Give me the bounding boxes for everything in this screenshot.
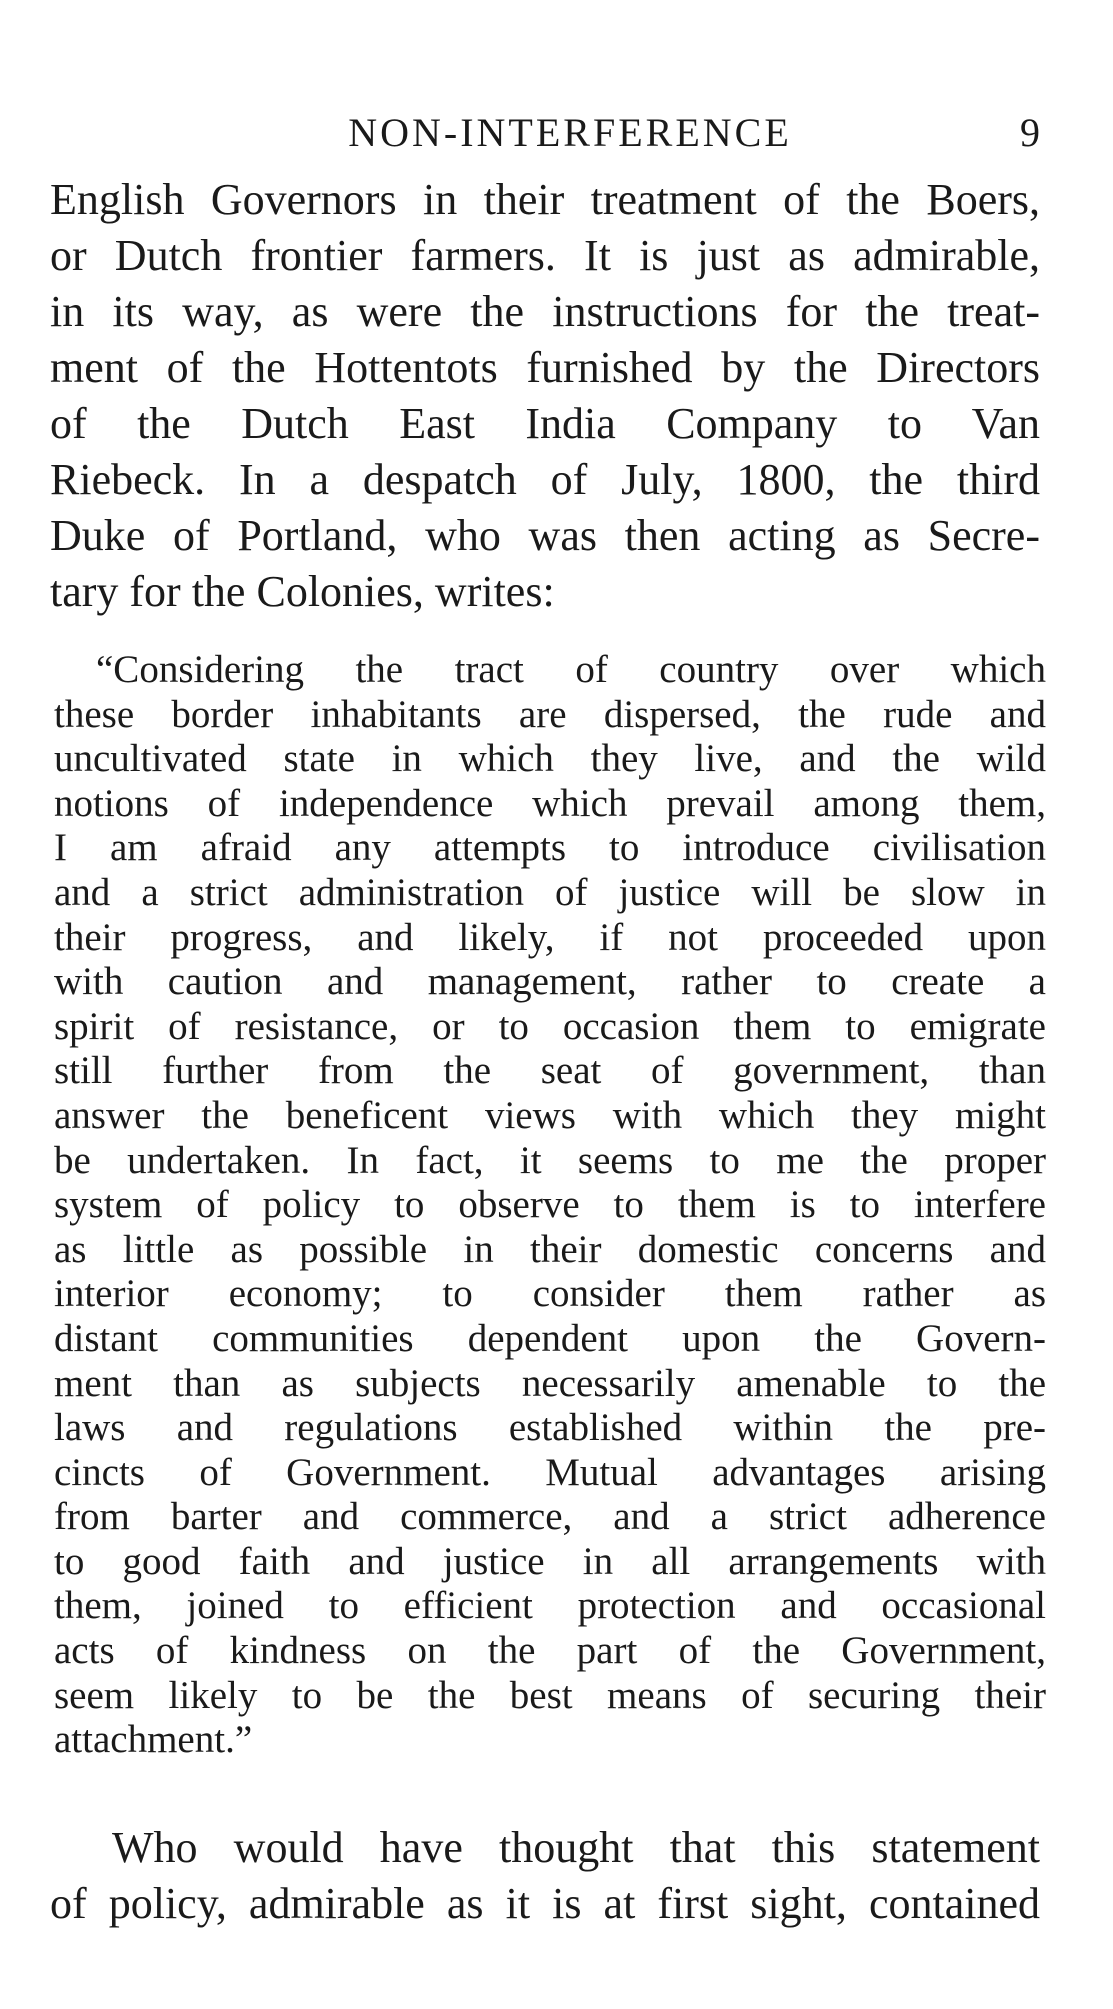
quote-line: still further from the seat of government, than	[54, 1049, 1046, 1093]
paragraph-line: Who would have thought that this statement	[112, 1823, 1040, 1872]
running-title: NON-INTERFERENCE	[348, 110, 792, 155]
quote-line: and a strict administration of justice will be slow in	[54, 870, 1046, 914]
quote-line: as little as possible in their domestic concerns and	[54, 1227, 1046, 1271]
quote-line: notions of independence which prevail among them,	[54, 781, 1046, 825]
paragraph-line: Duke of Portland, who was then acting as Secre-	[50, 511, 1040, 560]
quote-line: these border inhabitants are dispersed, the rude and	[54, 692, 1046, 736]
first-paragraph	[50, 172, 1040, 620]
quote-line: I am afraid any attempts to introduce civilisation	[54, 826, 1046, 870]
paragraph-line: tary for the Colonies, writes:	[50, 567, 555, 616]
quote-line: from barter and commerce, and a strict adherence	[54, 1495, 1046, 1539]
quote-line: them, joined to efficient protection and occasional	[54, 1584, 1046, 1628]
quote-line: ment than as subjects necessarily amenable to the	[54, 1361, 1046, 1405]
block-quotation	[54, 648, 1046, 1763]
quote-line: seem likely to be the best means of securing their	[54, 1673, 1046, 1717]
quote-line: answer the beneficent views with which they might	[54, 1093, 1046, 1137]
paragraph-line: in its way, as were the instructions for the treat-	[50, 287, 1040, 336]
quote-line: interior economy; to consider them rather as	[54, 1272, 1046, 1316]
quote-line: attachment.”	[54, 1718, 253, 1762]
quote-line: system of policy to observe to them is to interfere	[54, 1183, 1046, 1227]
quote-line: to good faith and justice in all arrangements with	[54, 1539, 1046, 1583]
paragraph-line: ment of the Hottentots furnished by the Directors	[50, 343, 1040, 392]
quote-line: their progress, and likely, if not proceeded upon	[54, 915, 1046, 959]
paragraph-line: of the Dutch East India Company to Van	[50, 399, 1040, 448]
running-head	[50, 108, 1040, 158]
quote-line: “Considering the tract of country over which	[96, 648, 1046, 691]
quote-line: laws and regulations established within the pre-	[54, 1406, 1046, 1450]
quote-line: acts of kindness on the part of the Government,	[54, 1629, 1046, 1673]
quote-line: uncultivated state in which they live, and the wild	[54, 737, 1046, 781]
paragraph-line: of policy, admirable as it is at first sight, contained	[50, 1879, 1040, 1928]
quote-line: cincts of Government. Mutual advantages arising	[54, 1450, 1046, 1494]
page-number: 9	[1020, 110, 1040, 155]
quote-line: with caution and management, rather to create a	[54, 960, 1046, 1004]
closing-paragraph	[50, 1820, 1040, 1932]
paragraph-line: English Governors in their treatment of the Boers,	[50, 175, 1040, 224]
quote-line: be undertaken. In fact, it seems to me the proper	[54, 1138, 1046, 1182]
quote-line: spirit of resistance, or to occasion them to emigrate	[54, 1004, 1046, 1048]
quote-line: distant communities dependent upon the Govern-	[54, 1316, 1046, 1360]
paragraph-line: Riebeck. In a despatch of July, 1800, the third	[50, 455, 1040, 504]
paragraph-line: or Dutch frontier farmers. It is just as admirable,	[50, 231, 1040, 280]
